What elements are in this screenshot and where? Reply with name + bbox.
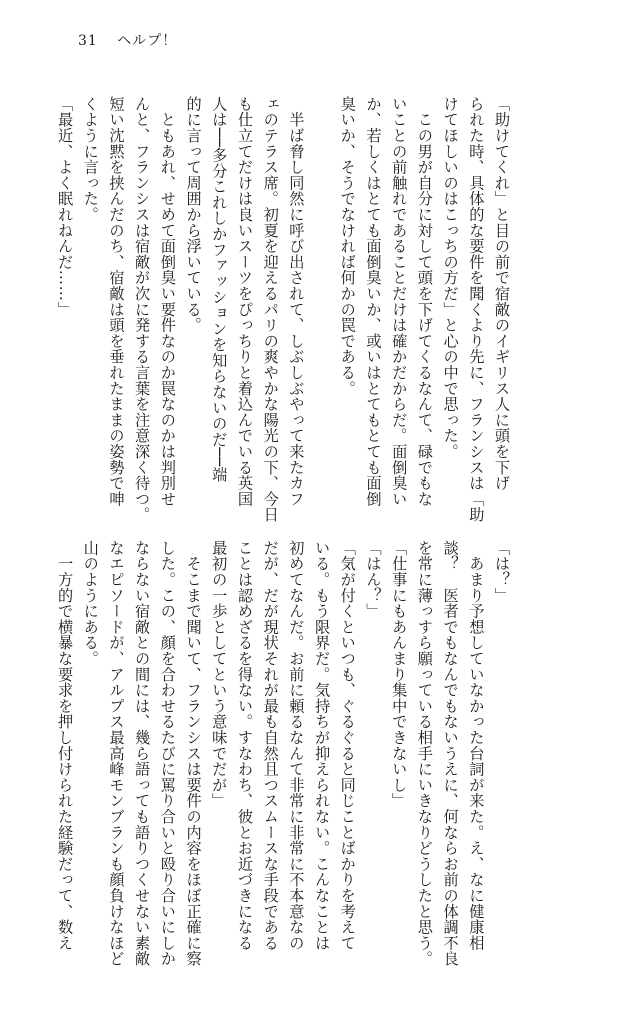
text-line: 「は？」 — [493, 540, 511, 604]
text-line: ェのテラス席。初夏を迎えるパリの爽やかな陽光の下、今日 — [261, 96, 280, 523]
upper-text-block — [56, 96, 514, 526]
text-line: ことは認めざるを得ない。すなわち、彼とお近づきになる — [235, 540, 254, 951]
chapter-title: ヘルプ！ — [117, 33, 178, 49]
text-line: 山のようにある。 — [81, 540, 100, 667]
text-line: 人は──多分これしかファッションを知らないのだ──端 — [210, 96, 229, 483]
text-line: だが、だが現状それが最も自然且つスムースな手段である — [261, 540, 280, 951]
text-line: いことの前触れであることだけは確かだからだ。面倒臭い — [390, 96, 409, 507]
text-line: 「気が付くといつも、ぐるぐると同じことばかりを考えて — [338, 540, 357, 951]
lower-text-block — [56, 540, 514, 967]
text-line: んと、フランシスは宿敵が次に発する言葉を注意深く待つ。 — [133, 96, 152, 523]
text-line: を常に薄っすら願っている相手にいきなりどうしたと思う。 — [415, 540, 434, 967]
text-line: 短い沈黙を挟んだのち、宿敵は頭を垂れたままの姿勢で呻 — [107, 96, 126, 507]
text-line: 「仕事にもあんまり集中できないし」 — [390, 540, 409, 809]
text-line: か、若しくはとても面倒臭いか、或いはとてもとても面倒 — [364, 96, 383, 507]
text-line: この男が自分に対して頭を下げてくるなんて、碌でもな — [415, 96, 434, 507]
text-line: 最初の一歩としてという意味でだが」 — [210, 540, 229, 809]
text-line: も仕立てだけは良いスーツをぴっちりと着込んでいる英国 — [235, 96, 254, 507]
text-line: くように言った。 — [81, 96, 100, 223]
text-line: 「はん？」 — [364, 540, 383, 619]
text-line: 半ば脅し同然に呼び出されて、しぶしぶやって来たカフ — [287, 96, 306, 507]
text-line: そこまで聞いて、フランシスは要件の内容をほぼ正確に察 — [184, 540, 203, 967]
text-line: 臭いか、そうでなければ何かの罠である。 — [338, 96, 357, 397]
running-header — [78, 30, 177, 50]
text-line: 談？ 医者でもなんでもないうえに、何ならお前の体調不良 — [441, 540, 460, 967]
blank-line — [308, 96, 334, 526]
text-line: ともあれ、せめて面倒臭い要件なのか罠なのかは判別せ — [158, 96, 177, 507]
text-line: いる。もう限界だ。気持ちが抑えられない。こんなことは — [313, 540, 332, 951]
text-line: あまり予想していなかった台詞が来た。え、なに健康相 — [467, 540, 486, 951]
text-line: ならない宿敵との間には、幾ら語っても語りつくせない素敵 — [133, 540, 152, 967]
text-line: した。この、顔を合わせるたびに罵り合いと殴り合いにしか — [158, 540, 177, 967]
text-line: 「助けてくれ」と目の前で宿敵のイギリス人に頭を下げ — [493, 96, 511, 491]
text-line: 「最近、よく眠れねんだ……」 — [56, 96, 75, 318]
text-line: 初めてなんだ。お前に頼るなんて非常に非常に不本意なの — [287, 540, 306, 951]
page-number: 31 — [78, 33, 98, 49]
text-line: けてほしいのはこっちの方だ」と心の中で思った。 — [441, 96, 460, 460]
text-line: なエピソードが、アルプス最高峰モンブランも顔負けなほど — [107, 540, 126, 967]
text-line: 的に言って周囲から浮いている。 — [184, 96, 203, 333]
text-line: られた時、具体的な要件を聞くより先に、フランシスは「助 — [467, 96, 486, 523]
text-line: 一方的で横暴な要求を押し付けられた経験だって、数え — [56, 540, 75, 951]
